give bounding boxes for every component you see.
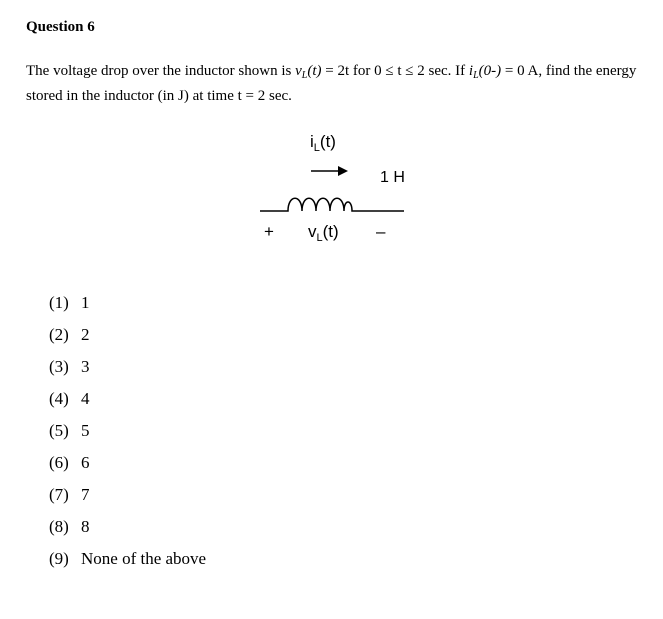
- choice-number: (2): [49, 325, 69, 344]
- problem-text-part2: = 2t for 0 ≤ t ≤ 2 sec. If: [321, 63, 469, 79]
- voltage-label: $v_L(t)$: [308, 222, 339, 244]
- choice-number: (6): [49, 453, 69, 472]
- choice-number: (3): [49, 357, 69, 376]
- choice-4[interactable]: [49, 386, 206, 418]
- voltage-symbol: v: [295, 63, 302, 79]
- choice-number: (4): [49, 389, 69, 408]
- inductor-coil-icon: [260, 198, 404, 211]
- plus-terminal-label: +: [264, 222, 274, 241]
- choice-7[interactable]: [49, 482, 206, 514]
- choice-label: 4: [81, 389, 90, 408]
- problem-text-part1: The voltage drop over the inductor shown is: [26, 63, 296, 79]
- choice-label: None of the above: [81, 549, 207, 568]
- choice-number: (8): [49, 517, 69, 536]
- current-argument: (0-): [478, 63, 502, 79]
- choice-5[interactable]: [49, 418, 206, 450]
- inductor-circuit-diagram: [250, 125, 430, 250]
- current-label: $i_L(t)$: [310, 132, 336, 154]
- current-subscript: L: [473, 70, 479, 81]
- choice-number: (7): [49, 485, 69, 504]
- problem-text-part3: = 0 A, find the energy stored in the inductor (in J) at time t = 2 sec.: [26, 63, 637, 104]
- choice-label: 5: [81, 421, 90, 440]
- minus-terminal-label: –: [376, 222, 386, 241]
- current-arrow-icon: [311, 166, 348, 176]
- answer-choices: [49, 290, 206, 578]
- voltage-subscript: L: [301, 70, 308, 81]
- question-title: Question 6: [26, 19, 95, 35]
- choice-label: 2: [81, 325, 90, 344]
- choice-number: (9): [49, 549, 69, 568]
- choice-2[interactable]: [49, 322, 206, 354]
- voltage-argument: (t): [307, 63, 322, 79]
- choice-label: 7: [81, 485, 90, 504]
- choice-8[interactable]: [49, 514, 206, 546]
- choice-3[interactable]: [49, 354, 206, 386]
- current-symbol: i: [468, 63, 474, 79]
- choice-number: (1): [49, 293, 69, 312]
- inductance-label: 1 H: [380, 169, 405, 186]
- choice-label: 6: [81, 453, 90, 472]
- choice-9[interactable]: [49, 546, 206, 578]
- choice-label: 8: [81, 517, 90, 536]
- choice-1[interactable]: [49, 290, 206, 322]
- choice-label: 3: [81, 357, 90, 376]
- choice-6[interactable]: [49, 450, 206, 482]
- problem-statement: [26, 61, 646, 106]
- choice-number: (5): [49, 421, 69, 440]
- choice-label: 1: [81, 293, 90, 312]
